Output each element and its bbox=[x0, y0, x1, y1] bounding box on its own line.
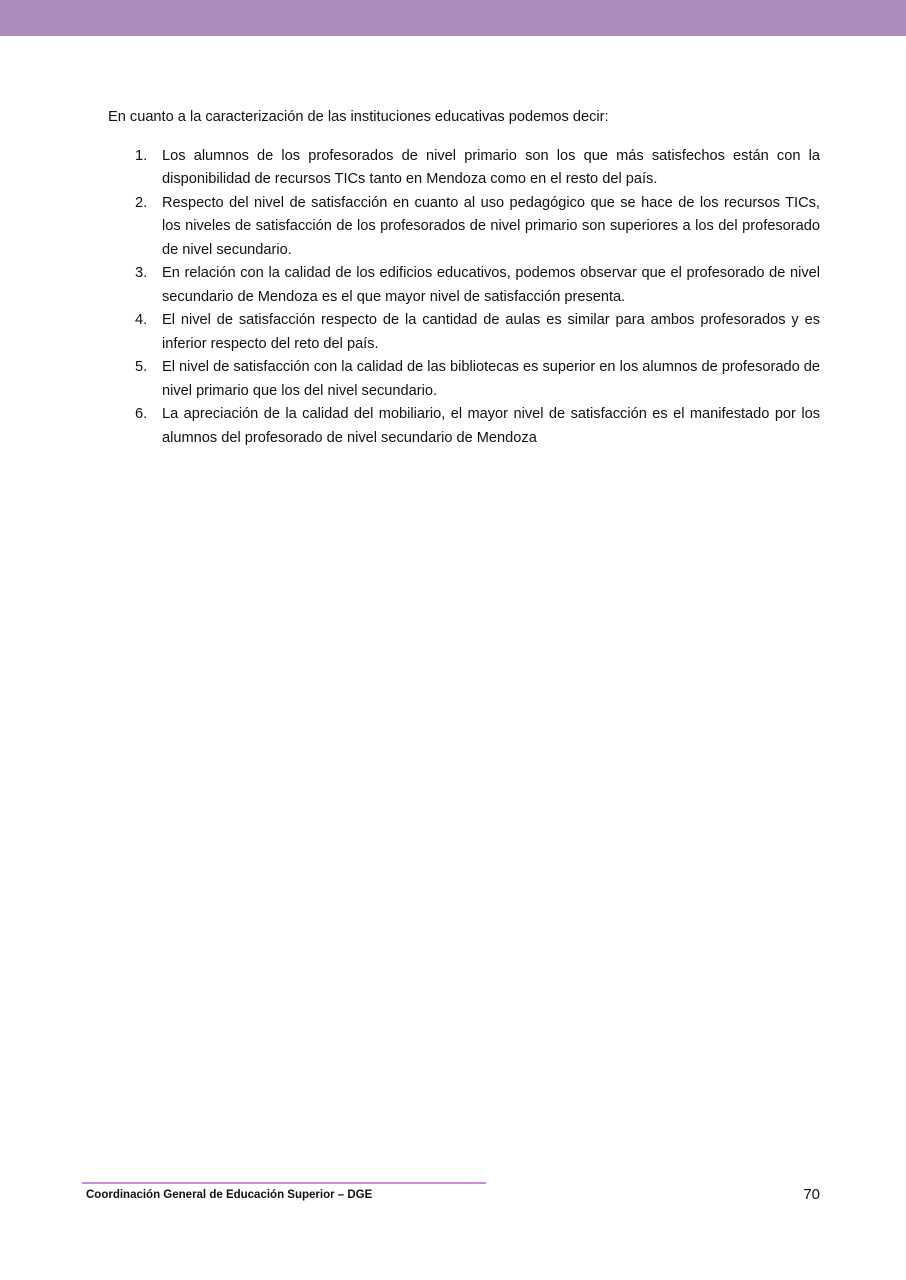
page-number: 70 bbox=[803, 1186, 820, 1203]
list-item bbox=[108, 403, 820, 450]
footer-label: Coordinación General de Educación Superior – DGE bbox=[86, 1189, 373, 1201]
list-item-text: Respecto del nivel de satisfacción en cuanto al uso pedagógico que se hace de los recursos TICs, los niveles de satisfacción de los profesorados de nivel primario son superiores a los del profesorado de nivel secundario. bbox=[162, 194, 820, 258]
list-item-number: 2. bbox=[135, 194, 148, 211]
list-item-text: La apreciación de la calidad del mobiliario, el mayor nivel de satisfacción es el manifestado por los alumnos del profesorado de nivel secundario de Mendoza bbox=[162, 406, 820, 446]
list-item bbox=[108, 192, 820, 263]
intro-paragraph: En cuanto a la caracterización de las instituciones educativas podemos decir: bbox=[108, 109, 609, 125]
list-item-number: 5. bbox=[135, 359, 148, 375]
list-item-number: 1. bbox=[135, 147, 148, 164]
list-item bbox=[108, 145, 820, 192]
footer-divider bbox=[82, 1182, 486, 1184]
findings-list bbox=[108, 145, 820, 451]
list-item bbox=[108, 309, 820, 356]
list-item-number: 6. bbox=[135, 406, 148, 422]
page-content bbox=[108, 106, 820, 450]
list-item bbox=[108, 262, 820, 309]
list-item-text: El nivel de satisfacción respecto de la cantidad de aulas es similar para ambos profesorados y es inferior respecto del reto del país. bbox=[162, 312, 820, 352]
list-item-number: 3. bbox=[135, 265, 148, 281]
list-item-text: El nivel de satisfacción con la calidad de las bibliotecas es superior en los alumnos de profesorado de nivel primario que los del nivel secundario. bbox=[162, 359, 820, 399]
list-item-text: Los alumnos de los profesorados de nivel primario son los que más satisfechos están con la disponibilidad de recursos TICs tanto en Mendoza como en el resto del país. bbox=[162, 147, 820, 187]
list-item-number: 4. bbox=[135, 312, 148, 328]
list-item-text: En relación con la calidad de los edificios educativos, podemos observar que el profesorado de nivel secundario de Mendoza es el que mayor nivel de satisfacción presenta. bbox=[162, 265, 820, 305]
header-band bbox=[0, 0, 906, 36]
list-item bbox=[108, 356, 820, 403]
